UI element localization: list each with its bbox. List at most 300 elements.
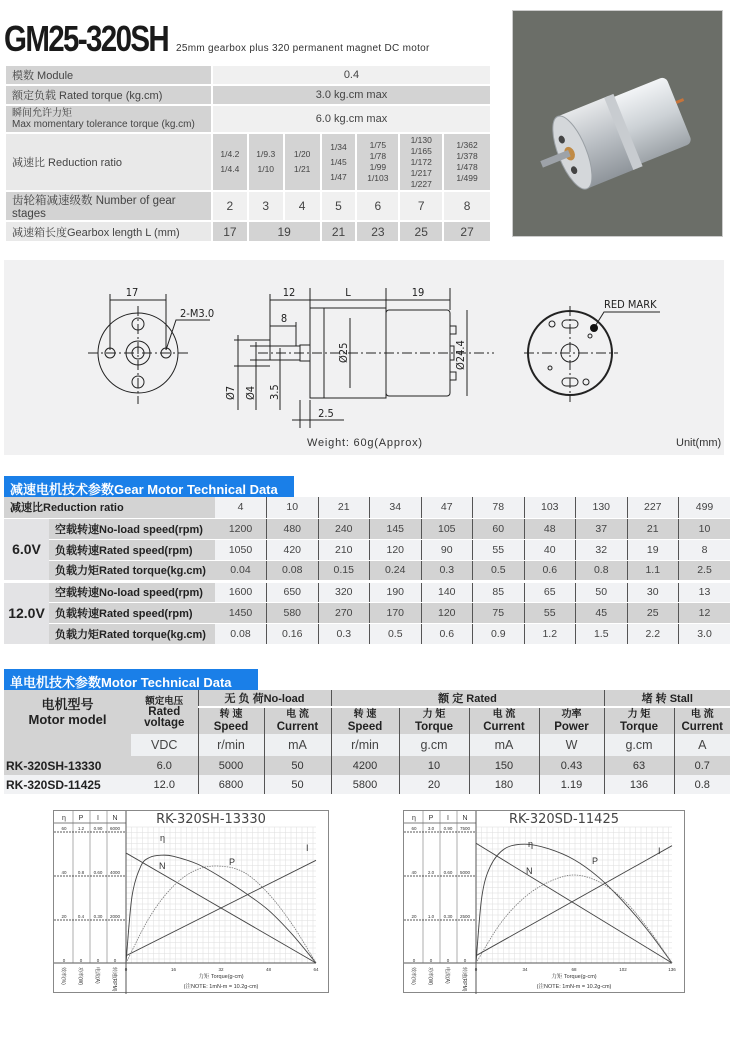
gear-value: 420 <box>267 539 319 560</box>
ratio-option: 1/21 <box>293 164 311 174</box>
axis-tick: 6000 <box>109 826 121 831</box>
ratio-option: 1/172 <box>410 156 432 167</box>
length-label: 减速箱长度Gearbox length L (mm) <box>5 221 212 242</box>
gear-value: 8 <box>679 539 730 560</box>
ratio-cell <box>443 133 491 191</box>
ratio-option: 1/499 <box>456 173 478 183</box>
chart-title: RK-320SH-13330 <box>156 812 266 827</box>
gear-value: 145 <box>370 518 422 539</box>
axis-name: 效率(%) <box>60 967 66 985</box>
voltage-label: 12.0V <box>4 581 49 644</box>
axis-tick: 0 <box>62 958 66 963</box>
x-tick: 48 <box>265 967 272 972</box>
axis-name: 效率(%) <box>410 967 416 985</box>
axis-tick: 2.0 <box>427 870 435 875</box>
stage-value: 3 <box>248 191 284 221</box>
ratio-option: 1/78 <box>369 151 387 161</box>
length-value: 17 <box>212 221 248 242</box>
stages-label: 齿轮箱减速级数 Number of gear stages <box>5 191 212 221</box>
x-tick: 64 <box>313 967 319 972</box>
gear-value: 0.08 <box>267 560 319 581</box>
unit-cell: W <box>539 734 604 756</box>
axis-tick: 60 <box>61 826 67 831</box>
gear-value: 19 <box>627 539 679 560</box>
axis-name: 功率(W) <box>427 967 433 986</box>
gear-value: 0.8 <box>576 560 628 581</box>
axis-header: N <box>462 815 468 822</box>
ratio-value: 78 <box>473 497 525 518</box>
weight-label: Weight: 60g(Approx) <box>307 437 423 449</box>
spec-row-rated-torque <box>5 85 491 105</box>
ratio-row <box>4 497 730 518</box>
gear-value: 480 <box>267 518 319 539</box>
axis-tick: 60 <box>411 826 417 831</box>
axis-name: 转速(RPM) <box>111 967 117 992</box>
rated-header: 额 定 Rated <box>331 690 604 707</box>
motor-value: 0.43 <box>539 756 604 775</box>
motor-value: 150 <box>469 756 539 775</box>
ratio-option: 1/20 <box>293 149 311 159</box>
axis-tick: 0 <box>429 958 433 963</box>
ratio-cell <box>284 133 321 191</box>
gear-value: 170 <box>370 602 422 623</box>
axis-tick: 0 <box>463 958 467 963</box>
unit-cell: A <box>674 734 730 756</box>
grid <box>126 827 316 963</box>
axis-tick: 7500 <box>459 826 471 831</box>
series-line-i <box>476 846 672 956</box>
grid <box>476 827 672 963</box>
unit-cell: mA <box>264 734 331 756</box>
gear-value: 1200 <box>215 518 267 539</box>
axis-tick: 0.60 <box>93 870 103 875</box>
chart-note: (注NOTE: 1mN-m = 10.2g-cm) <box>183 984 259 990</box>
voltage-label: 6.0V <box>4 518 49 581</box>
gear-value: 0.16 <box>267 623 319 644</box>
noload-header: 无 负 荷No-load <box>198 690 331 707</box>
axis-header: η <box>62 815 66 822</box>
ratio-option: 1/99 <box>369 162 387 172</box>
motor-value: 136 <box>604 775 674 794</box>
axis-tick: 0 <box>96 958 100 963</box>
series-line-i <box>126 860 316 955</box>
stage-value: 2 <box>212 191 248 221</box>
series-label: η <box>160 833 166 843</box>
series-label: P <box>229 857 236 867</box>
ratio-option: 1/478 <box>456 162 478 172</box>
model-header-en: Motor model <box>28 712 107 727</box>
axis-tick: 0 <box>446 958 450 963</box>
gear-value: 210 <box>318 539 370 560</box>
dim-3-5: 3.5 <box>268 384 281 400</box>
unit-cell: VDC <box>131 734 198 756</box>
axis-header: N <box>112 815 118 822</box>
gear-value: 240 <box>318 518 370 539</box>
motor-value: 50 <box>264 756 331 775</box>
unit-label: Unit(mm) <box>676 437 722 449</box>
axis-tick: 0.30 <box>443 914 453 919</box>
axis-tick: 40 <box>61 870 67 875</box>
ratio-option: 1/227 <box>410 178 432 189</box>
ratio-option: 1/4.2 <box>220 149 240 159</box>
dim-d24: Ø24.4 <box>454 340 467 370</box>
gear-row-label: 负载转速Rated speed(rpm) <box>49 539 215 560</box>
axis-tick: 2000 <box>109 914 121 919</box>
axis-name: 转速(RPM) <box>461 967 467 992</box>
gear-value: 55 <box>473 539 525 560</box>
red-mark-label: RED MARK <box>604 298 657 311</box>
series-label: η <box>528 839 534 849</box>
ratio-option: 1/47 <box>330 171 347 182</box>
ratio-option: 1/4.4 <box>220 164 240 174</box>
gear-value: 190 <box>370 581 422 602</box>
rated-torque-value: 3.0 kg.cm max <box>212 85 491 105</box>
gear-value: 3.0 <box>679 623 730 644</box>
stage-value: 8 <box>443 191 491 221</box>
axis-name: 功率(W) <box>77 967 83 986</box>
gear-value: 1450 <box>215 602 267 623</box>
gear-value: 320 <box>318 581 370 602</box>
axis-header: P <box>428 815 434 822</box>
motor-value: 180 <box>469 775 539 794</box>
dim-19: 19 <box>411 286 425 299</box>
axis-tick: 1.0 <box>427 914 435 919</box>
axis-header: I <box>447 815 449 822</box>
axis-header: P <box>78 815 84 822</box>
ratio-cell <box>321 133 357 191</box>
ratio-value: 4 <box>215 497 267 518</box>
gear-value: 60 <box>473 518 525 539</box>
max-torque-label <box>5 105 212 133</box>
x-tick: 102 <box>619 967 627 972</box>
gear-value: 25 <box>627 602 679 623</box>
axis-name: 电流(A) <box>444 967 450 984</box>
gear-value: 90 <box>421 539 473 560</box>
gear-value: 0.08 <box>215 623 267 644</box>
gear-value: 0.5 <box>473 560 525 581</box>
r-current-header: 电 流 Current <box>469 707 539 734</box>
axis-tick: 0.90 <box>93 826 103 831</box>
ratio-value: 499 <box>679 497 730 518</box>
axis-tick: 20 <box>61 914 67 919</box>
performance-chart-sh <box>53 810 329 993</box>
gear-data-row <box>4 539 730 560</box>
ratio-option: 1/10 <box>257 164 275 174</box>
series-line-p <box>476 875 672 963</box>
spec-row-max-torque <box>5 105 491 133</box>
axis-header: η <box>412 815 416 822</box>
x-axis-label: 力矩 Torque(g-cm) <box>198 974 244 980</box>
nl-current-header: 电 流 Current <box>264 707 331 734</box>
ratio-option: 1/9.3 <box>256 149 276 159</box>
nl-speed-header: 转 速 Speed <box>198 707 264 734</box>
gear-value: 120 <box>421 602 473 623</box>
ratio-cell <box>399 133 443 191</box>
x-tick: 68 <box>571 967 577 972</box>
motor-section-title: 单电机技术参数Motor Technical Data <box>4 669 258 694</box>
axis-name: 电流(A) <box>94 967 100 984</box>
axis-tick: 0 <box>113 958 117 963</box>
s-current-header: 电 流 Current <box>674 707 730 734</box>
voltage-header-en1: Rated <box>148 705 181 718</box>
ratio-option: 1/34 <box>330 141 347 152</box>
gear-value: 30 <box>627 581 679 602</box>
unit-cell: r/min <box>198 734 264 756</box>
gear-value: 12 <box>679 602 730 623</box>
unit-cell: g.cm <box>399 734 469 756</box>
chart-title: RK-320SD-11425 <box>508 812 620 827</box>
ratio-option: 1/378 <box>456 151 478 161</box>
dim-2-5: 2.5 <box>318 407 334 420</box>
gear-value: 0.04 <box>215 560 267 581</box>
axis-tick: 0.30 <box>93 914 103 919</box>
gear-value: 580 <box>267 602 319 623</box>
axis-tick: 0.8 <box>77 870 85 875</box>
ratio-option: 1/130 <box>410 134 432 145</box>
stage-value: 4 <box>284 191 321 221</box>
ratio-option: 1/217 <box>410 167 432 178</box>
ratio-value: 10 <box>267 497 319 518</box>
dim-12: 12 <box>282 286 296 299</box>
module-label: 模数 Module <box>5 65 212 85</box>
axis-tick: 3.0 <box>427 826 435 831</box>
motor-value: 0.8 <box>674 775 730 794</box>
rated-torque-label: 额定负载 Rated torque (kg.cm) <box>5 85 212 105</box>
gear-value: 48 <box>524 518 576 539</box>
r-power-header: 功率 Power <box>539 707 604 734</box>
axis-tick: 20 <box>411 914 417 919</box>
gear-value: 0.5 <box>370 623 422 644</box>
motor-value: 50 <box>264 775 331 794</box>
series-label: I <box>658 846 661 856</box>
axis-header: I <box>97 815 99 822</box>
ratio-cell <box>248 133 284 191</box>
series-line-n <box>476 843 672 963</box>
module-value: 0.4 <box>212 65 491 85</box>
gear-row-label: 负载力矩Rated torque(kg.cm) <box>49 623 215 644</box>
gear-data-row <box>4 623 730 644</box>
gear-value: 1.1 <box>627 560 679 581</box>
gear-value: 0.6 <box>421 623 473 644</box>
red-mark-dot <box>590 324 598 332</box>
spec-row-reduction <box>5 133 491 191</box>
length-value: 23 <box>356 221 399 242</box>
dim-8: 8 <box>280 312 288 325</box>
series-label: N <box>526 866 533 876</box>
s-torque-header: 力 矩 Torque <box>604 707 674 734</box>
r-speed-header: 转 速 Speed <box>331 707 399 734</box>
r-torque-header: 力 矩 Torque <box>399 707 469 734</box>
gear-value: 270 <box>318 602 370 623</box>
ratio-option: 1/45 <box>330 156 347 167</box>
ratio-option: 1/165 <box>410 145 432 156</box>
ratio-option: 1/362 <box>456 140 478 150</box>
gear-value: 37 <box>576 518 628 539</box>
gear-data-row <box>4 581 730 602</box>
series-label: I <box>306 843 309 853</box>
motor-value: 6.0 <box>131 756 198 775</box>
max-torque-label-en: Max momentary tolerance torque (kg.cm) <box>12 119 195 130</box>
ratio-row-label: 减速比Reduction ratio <box>4 497 215 518</box>
length-value: 21 <box>321 221 357 242</box>
length-value: 25 <box>399 221 443 242</box>
motor-value: 12.0 <box>131 775 198 794</box>
units-row <box>4 734 730 756</box>
gear-value: 0.3 <box>318 623 370 644</box>
unit-cell: mA <box>469 734 539 756</box>
chart-svg <box>54 811 330 994</box>
x-tick: 0 <box>124 967 128 972</box>
motor-value: 0.7 <box>674 756 730 775</box>
gear-value: 0.6 <box>524 560 576 581</box>
motor-row <box>4 756 730 775</box>
reduction-label: 减速比 Reduction ratio <box>5 133 212 191</box>
product-title: GM25-320SH <box>4 18 169 59</box>
gearbox-spec-table <box>4 64 492 243</box>
gear-value: 1.5 <box>576 623 628 644</box>
axis-tick: 0.90 <box>443 826 453 831</box>
dim-d25: Ø25 <box>337 342 350 363</box>
length-value: 19 <box>248 221 321 242</box>
performance-chart-sd <box>403 810 685 993</box>
x-tick: 16 <box>170 967 177 972</box>
gear-value: 32 <box>576 539 628 560</box>
motor-value: 63 <box>604 756 674 775</box>
series-label: N <box>159 861 166 871</box>
product-photo <box>512 10 723 237</box>
x-axis-label: 力矩 Torque(g-cm) <box>551 974 597 980</box>
axis-tick: 0.60 <box>443 870 453 875</box>
motor-model: RK-320SH-13330 <box>4 756 131 775</box>
gear-value: 140 <box>421 581 473 602</box>
gear-value: 50 <box>576 581 628 602</box>
motor-value: 1.19 <box>539 775 604 794</box>
x-tick: 0 <box>474 967 478 972</box>
gear-data-row <box>4 602 730 623</box>
gear-value: 105 <box>421 518 473 539</box>
max-torque-label-cn: 瞬间允许力矩 <box>12 108 72 119</box>
ratio-option: 1/103 <box>367 173 389 183</box>
gear-value: 1600 <box>215 581 267 602</box>
gear-value: 13 <box>679 581 730 602</box>
motor-value: 4200 <box>331 756 399 775</box>
dim-17: 17 <box>125 286 139 299</box>
axis-tick: 2500 <box>459 914 471 919</box>
gear-motor-table <box>4 497 730 645</box>
gear-value: 21 <box>627 518 679 539</box>
gear-motor-section-title: 减速电机技术参数Gear Motor Technical Data <box>4 476 294 501</box>
motor-row <box>4 775 730 794</box>
voltage-header-en2: voltage <box>144 716 185 729</box>
axis-tick: 0.4 <box>77 914 85 919</box>
gear-row-label: 负载转速Rated speed(rpm) <box>49 602 215 623</box>
gear-value: 2.2 <box>627 623 679 644</box>
axis-tick: 4000 <box>109 870 121 875</box>
x-tick: 34 <box>522 967 528 972</box>
stage-value: 6 <box>356 191 399 221</box>
gear-value: 1.2 <box>524 623 576 644</box>
unit-cell: r/min <box>331 734 399 756</box>
chart-note: (注NOTE: 1mN-m = 10.2g-cm) <box>536 984 612 990</box>
ratio-cell <box>212 133 248 191</box>
unit-cell: g.cm <box>604 734 674 756</box>
motor-value: 10 <box>399 756 469 775</box>
dim-m3: 2-M3.0 <box>180 307 215 320</box>
gear-value: 75 <box>473 602 525 623</box>
motor-model: RK-320SD-11425 <box>4 775 131 794</box>
motor-value: 5000 <box>198 756 264 775</box>
axis-tick: 40 <box>411 870 417 875</box>
series-line-p <box>126 866 316 963</box>
axis-tick: 5000 <box>459 870 471 875</box>
gear-value: 10 <box>679 518 730 539</box>
motor-value: 6800 <box>198 775 264 794</box>
gear-data-row <box>4 518 730 539</box>
gear-motor-image <box>513 11 724 238</box>
gear-value: 0.3 <box>421 560 473 581</box>
axis-tick: 1.2 <box>77 826 85 831</box>
product-subtitle: 25mm gearbox plus 320 permanent magnet DC motor <box>176 43 430 54</box>
gear-value: 0.24 <box>370 560 422 581</box>
series-label: P <box>592 856 599 866</box>
dim-d4: Ø4 <box>244 385 257 400</box>
gear-value: 0.15 <box>318 560 370 581</box>
ratio-value: 227 <box>627 497 679 518</box>
gear-value: 85 <box>473 581 525 602</box>
stall-header: 堵 转 Stall <box>604 690 730 707</box>
voltage-header <box>131 690 198 734</box>
gear-row-label: 空载转速No-load speed(rpm) <box>49 581 215 602</box>
gear-row-label: 空载转速No-load speed(rpm) <box>49 518 215 539</box>
gear-value: 40 <box>524 539 576 560</box>
motor-value: 20 <box>399 775 469 794</box>
ratio-cell <box>356 133 399 191</box>
gear-data-row <box>4 560 730 581</box>
gear-value: 45 <box>576 602 628 623</box>
motor-value: 5800 <box>331 775 399 794</box>
stage-value: 7 <box>399 191 443 221</box>
x-tick: 136 <box>668 967 676 972</box>
spec-row-length <box>5 221 491 242</box>
ratio-value: 34 <box>370 497 422 518</box>
x-tick: 32 <box>218 967 224 972</box>
gear-value: 55 <box>524 602 576 623</box>
chart-svg <box>404 811 686 994</box>
gear-row-label: 负载力矩Rated torque(kg.cm) <box>49 560 215 581</box>
ratio-value: 103 <box>524 497 576 518</box>
axis-tick: 0 <box>79 958 83 963</box>
model-header-cn: 电机型号 <box>41 697 94 712</box>
stage-value: 5 <box>321 191 357 221</box>
ratio-value: 130 <box>576 497 628 518</box>
model-header <box>4 690 131 734</box>
gear-value: 2.5 <box>679 560 730 581</box>
ratio-value: 21 <box>318 497 370 518</box>
max-torque-value: 6.0 kg.cm max <box>212 105 491 133</box>
ratio-value: 47 <box>421 497 473 518</box>
spec-row-stages <box>5 191 491 221</box>
gear-value: 1050 <box>215 539 267 560</box>
gear-value: 65 <box>524 581 576 602</box>
dim-L: L <box>345 286 351 299</box>
axis-tick: 0 <box>412 958 416 963</box>
motor-table <box>4 690 730 794</box>
dim-d7: Ø7 <box>224 385 237 400</box>
length-value: 27 <box>443 221 491 242</box>
spec-row-module <box>5 65 491 85</box>
gear-value: 0.9 <box>473 623 525 644</box>
dimension-drawing <box>4 260 724 455</box>
